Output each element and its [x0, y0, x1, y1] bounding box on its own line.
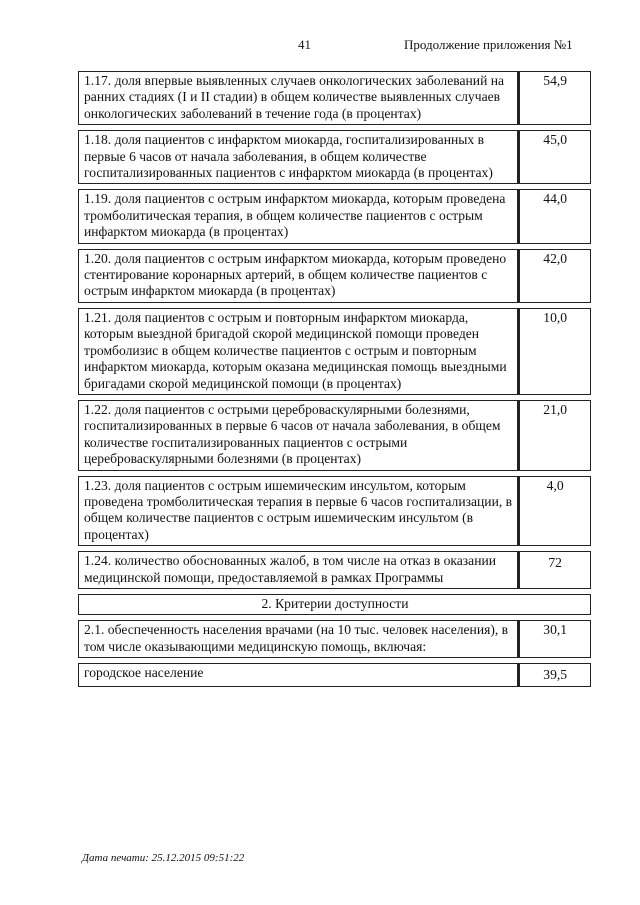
- table-row: [78, 71, 591, 125]
- criterion-text: 1.23. доля пациентов с острым ишемическим инсультом, которым проведена тромболитическая терапия в первые 6 часов госпитализации, в общем количестве пациентов с острым ишемическим инсультом (в процентах): [78, 476, 518, 547]
- print-date: Дата печати: 25.12.2015 09:51:22: [82, 852, 245, 864]
- criteria-table: [78, 66, 591, 692]
- criterion-text: 1.18. доля пациентов с инфарктом миокарда, госпитализированных в первые 6 часов от начала заболевания, в общем количестве госпитализированных пациентов с инфарктом миокарда (в процентах): [78, 130, 518, 184]
- table-row: [78, 189, 591, 243]
- section-header-row: [78, 594, 591, 615]
- criterion-value: 30,1: [518, 620, 591, 658]
- criterion-text: 1.20. доля пациентов с острым инфарктом миокарда, которым проведено стентирование коронарных артерий, в общем количестве пациентов с острым инфарктом миокарда (в процентах): [78, 249, 518, 303]
- criterion-value: 42,0: [518, 249, 591, 303]
- criterion-text: 1.24. количество обоснованных жалоб, в том числе на отказ в оказании медицинской помощи, предоставляемой в рамках Программы: [78, 551, 518, 589]
- table-row: [78, 249, 591, 303]
- criterion-value: 54,9: [518, 71, 591, 125]
- table-row: [78, 400, 591, 471]
- criterion-text: 1.21. доля пациентов с острым и повторным инфарктом миокарда, которым выездной бригадой скорой медицинской помощи проведен тромболизис в общем количестве пациентов с острым и повторным инфарктом миокарда, которым оказана медицинская помощь выездными бригадами скорой медицинской помощи (в процентах): [78, 308, 518, 395]
- criterion-value: 10,0: [518, 308, 591, 395]
- criterion-value: 4,0: [518, 476, 591, 547]
- table-row: [78, 620, 591, 658]
- page-number: 41: [298, 37, 311, 52]
- section-title: 2. Критерии доступности: [78, 594, 591, 615]
- table-row: [78, 308, 591, 395]
- criterion-text: городское население: [78, 663, 518, 686]
- criterion-text: 1.17. доля впервые выявленных случаев онкологических заболеваний на ранних стадиях (I и II стадии) в общем количестве выявленных случаев онкологических заболеваний в течение года (в процентах): [78, 71, 518, 125]
- table-row: [78, 476, 591, 547]
- appendix-label: Продолжение приложения №1: [404, 37, 573, 52]
- criterion-text: 1.19. доля пациентов с острым инфарктом миокарда, которым проведена тромболитическая терапия, в общем количестве пациентов с острым инфарктом миокарда (в процентах): [78, 189, 518, 243]
- table-row: [78, 130, 591, 184]
- criterion-value: 39,5: [518, 663, 591, 686]
- criterion-value: 21,0: [518, 400, 591, 471]
- table-row: [78, 663, 591, 686]
- table-row: [78, 551, 591, 589]
- criterion-text: 1.22. доля пациентов с острыми цереброваскулярными болезнями, госпитализированных в первые 6 часов от начала заболевания, в общем количестве госпитализированных пациентов с острыми цереброваскулярными болезнями (в процентах): [78, 400, 518, 471]
- criterion-value: 44,0: [518, 189, 591, 243]
- criterion-value: 45,0: [518, 130, 591, 184]
- criterion-text: 2.1. обеспеченность населения врачами (на 10 тыс. человек населения), в том числе оказывающими медицинскую помощь, включая:: [78, 620, 518, 658]
- criterion-value: 72: [518, 551, 591, 589]
